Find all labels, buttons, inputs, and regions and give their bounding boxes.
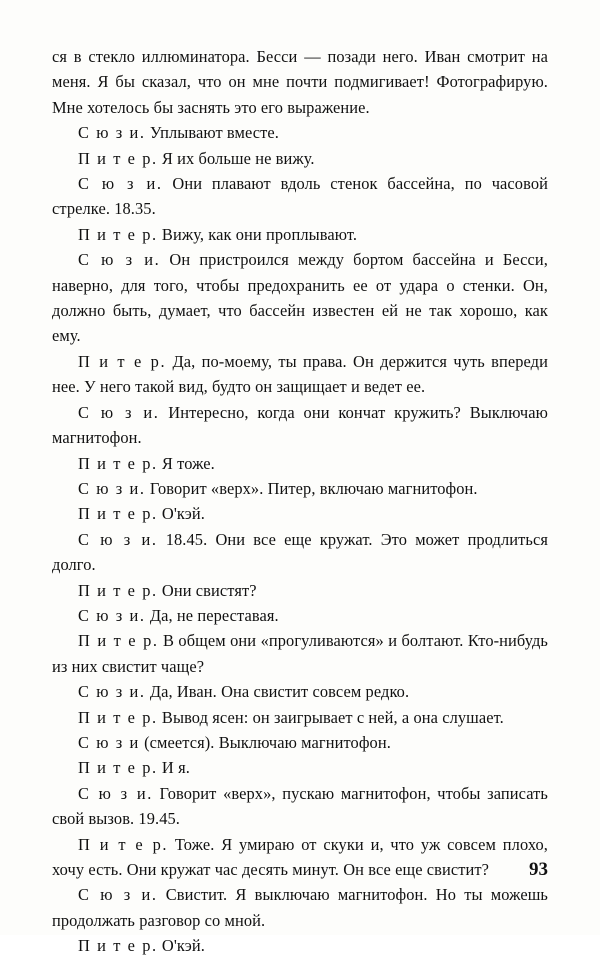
dialogue-line [52,527,548,578]
dialogue-line [52,476,548,501]
speaker-label: П и т е р. [78,631,159,651]
speaker-label: П и т е р. [78,453,158,473]
dialogue-text: Уплывают вместе. [145,123,279,143]
speaker-label: С ю з и. [78,478,146,498]
speaker-label: П и т е р. [78,936,158,956]
dialogue-text: Да, Иван. Она свистит совсем редко. [145,682,410,702]
speaker-label: С ю з и. [78,123,146,143]
speaker-label: С ю з и. [78,783,153,803]
speaker-label: П и т е р. [78,504,158,524]
speaker-label: С ю з и. [78,250,161,270]
paragraph [52,44,548,120]
dialogue-text: Интересно, когда они кончат кружить? Выключаю магнитофон. [52,402,548,448]
dialogue-line [52,146,548,171]
body-text-column [52,44,548,959]
speaker-label: П и т е р. [78,148,158,168]
dialogue-text: Да, не переставая. [145,605,279,625]
speaker-label: П и т е р. [78,758,158,778]
dialogue-line [52,222,548,247]
speaker-label: П и т е р. [78,580,158,600]
dialogue-text: В общем они «прогуливаются» и болтают. Кто-нибудь из них свистит чаще? [52,631,549,676]
dialogue-line [52,933,548,958]
dialogue-text: Вижу, как они проплывают. [157,224,358,244]
speaker-label: П и т е р. [78,834,169,854]
speaker-label: С ю з и. [78,402,160,422]
dialogue-line [52,247,548,349]
dialogue-text: Свистит. Я выключаю магнитофон. Но ты можешь продолжать разговор со мной. [52,885,548,930]
dialogue-line [52,755,548,780]
dialogue-text: Говорит «верх», пускаю магнитофон, чтобы записать свой вызов. 19.45. [52,783,548,829]
dialogue-text: Я тоже. [157,453,215,473]
dialogue-line [52,679,548,704]
dialogue-line [52,578,548,603]
dialogue-text: Вывод ясен: он заигрывает с ней, а она слушает. [157,707,504,727]
dialogue-line [52,628,548,679]
dialogue-text: Они свистят? [157,580,257,600]
dialogue-line [52,120,548,145]
dialogue-line [52,349,548,400]
speaker-label: С ю з и. [78,605,146,625]
dialogue-text: Он пристроился между бортом бассейна и Бесси, наверно, для того, чтобы предохранить ее от удара о стенки. Он, должно быть, думает, что бассейн известен ей не так хорошо, как ему. [52,250,548,346]
speaker-label: П и т е р. [78,224,158,244]
dialogue-text: Я их больше не вижу. [157,148,315,168]
dialogue-text: Тоже. Я умираю от скуки и, что уж совсем плохо, хочу есть. Они кружат час десять минут. Он все еще свистит? [52,834,548,879]
dialogue-text: И я. [157,758,190,778]
dialogue-line [52,501,548,526]
speaker-label: П и т е р. [78,707,158,727]
dialogue-line [52,781,548,832]
speaker-label: С ю з и. [78,174,163,194]
dialogue-line [52,451,548,476]
dialogue-line [52,400,548,451]
speaker-label: С ю з и. [78,885,158,905]
speaker-label: П и т е р. [78,351,167,371]
page-number: 93 [529,859,548,880]
speaker-label: С ю з и [78,732,140,752]
dialogue-text: 18.45. Они все еще кружат. Это может продлиться долго. [52,529,548,575]
dialogue-line [52,882,548,933]
dialogue-text: Они плавают вдоль стенок бассейна, по часовой стрелке. 18.35. [52,174,548,219]
dialogue-text: (смеется). Выключаю магнитофон. [139,732,391,752]
dialogue-line [52,730,548,755]
dialogue-line [52,832,548,883]
paragraph-text: ся в стекло иллюминатора. Бесси — позади него. Иван смотрит на меня. Я бы сказал, что он мне почти подмигивает! Фотографирую. Мне хотелось бы заснять это его выражение. [52,47,548,117]
dialogue-text: Говорит «верх». Питер, включаю магнитофон. [145,478,478,498]
speaker-label: С ю з и. [78,682,146,702]
dialogue-line [52,603,548,628]
dialogue-line [52,171,548,222]
dialogue-text: О'кэй. [157,504,205,524]
dialogue-text: О'кэй. [157,936,205,956]
speaker-label: С ю з и. [78,529,158,549]
dialogue-text: Да, по-моему, ты права. Он держится чуть впереди нее. У него такой вид, будто он защищает и ведет ее. [52,351,548,397]
dialogue-line [52,705,548,730]
